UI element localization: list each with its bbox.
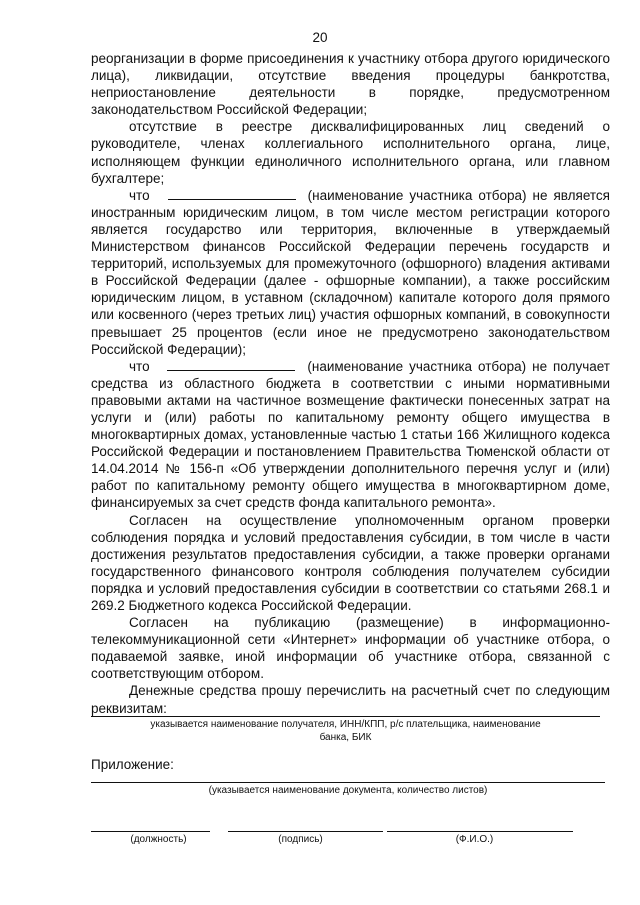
requisites-caption-line1: указывается наименование получателя, ИНН/КПП, р/с плательщика, наименование xyxy=(150,719,541,730)
paragraph-no-regional-funds-text: (наименование участника отбора) не получает средства из областного бюджета в соответствии с иными нормативными правовыми актами на частичное возмещение фактически понесенных затрат на услуги и (или) работы по капитальному ремонту общего имущества в многоквартирных домах, установленные частью 1 статьи 166 Жилищного кодекса Российской Федерации и постановлением Правительства Тюменской области от 14.04.2014 № 156-п «Об утверждении дополнительного перечня услуг и (или) работ по капитальному ремонту общего имущества в многоквартирном доме, финансируемых за счет средств фонда капитального ремонта». xyxy=(91,358,610,511)
paragraph-offshore-text: (наименование участника отбора) не является иностранным юридическим лицом, в том числе местом регистрации которого является государство или территория, включенные в утверждаемый Министерством финансов Российской Федерации перечень государств и территорий, используемых для промежуточного (офшорного) владения активами в Российской Федерации (далее - офшорные компании), а также российским юридическим лицом, в уставном (складочном) капитале которого доля прямого или косвенного (через третьих лиц) участия офшорных компаний, в совокупности превышает 25 процентов (если иное не предусмотрено законодательством Российской Федерации); xyxy=(91,187,610,357)
paragraph-reorganization: реорганизации в форме присоединения к участнику отбора другого юридического лица), ликвидации, отсутствие введения процедуры банкротства, неприостановление деятельности в порядке, предусмотренном законодательством Российской Федерации; xyxy=(91,51,610,118)
document-body xyxy=(91,50,610,717)
participant-name-blank xyxy=(168,187,296,200)
paragraph-no-regional-funds xyxy=(91,358,610,512)
paragraph-consent-inspection: Согласен на осуществление уполномоченным органом проверки соблюдения порядка и условий предоставления субсидии, в том числе в части достижения результатов предоставления субсидии, а также проверки органами государственного финансового контроля соблюдения получателем субсидии порядка и условий предоставления субсидии в соответствии со статьями 268.1 и 269.2 Бюджетного кодекса Российской Федерации. xyxy=(91,512,610,613)
participant-name-blank xyxy=(167,358,295,371)
word-chto: что xyxy=(129,187,150,203)
paragraph-offshore xyxy=(91,187,610,358)
attachment-caption: (указывается наименование документа, количество листов) xyxy=(208,785,488,796)
page-number: 20 xyxy=(312,30,328,45)
requisites-line xyxy=(91,716,600,717)
signature-line xyxy=(228,831,383,832)
attachment-line xyxy=(91,782,605,783)
full-name-line xyxy=(387,831,573,832)
position-caption: (должность) xyxy=(130,834,187,845)
position-line xyxy=(91,831,210,832)
paragraph-consent-publication: Согласен на публикацию (размещение) в информационно-телекоммуникационной сети «Интернет» информации об участнике отбора, о подаваемой заявке, иной информации об участнике отбора, связанной с соответствующим отбором. xyxy=(91,615,610,682)
paragraph-bank-transfer: Денежные средства прошу перечислить на расчетный счет по следующим реквизитам: xyxy=(91,683,610,716)
signature-caption: (подпись) xyxy=(278,834,323,845)
requisites-caption-line2: банка, БИК xyxy=(319,732,372,743)
word-chto: что xyxy=(129,358,150,374)
attachment-label: Приложение: xyxy=(91,757,174,772)
full-name-caption: (Ф.И.О.) xyxy=(455,834,494,845)
paragraph-disqualified-persons: отсутствие в реестре дисквалифицированных лиц сведений о руководителе, членах коллегиального исполнительного органа, лице, исполняющем функции единоличного исполнительного органа, или главном бухгалтере; xyxy=(91,119,610,186)
